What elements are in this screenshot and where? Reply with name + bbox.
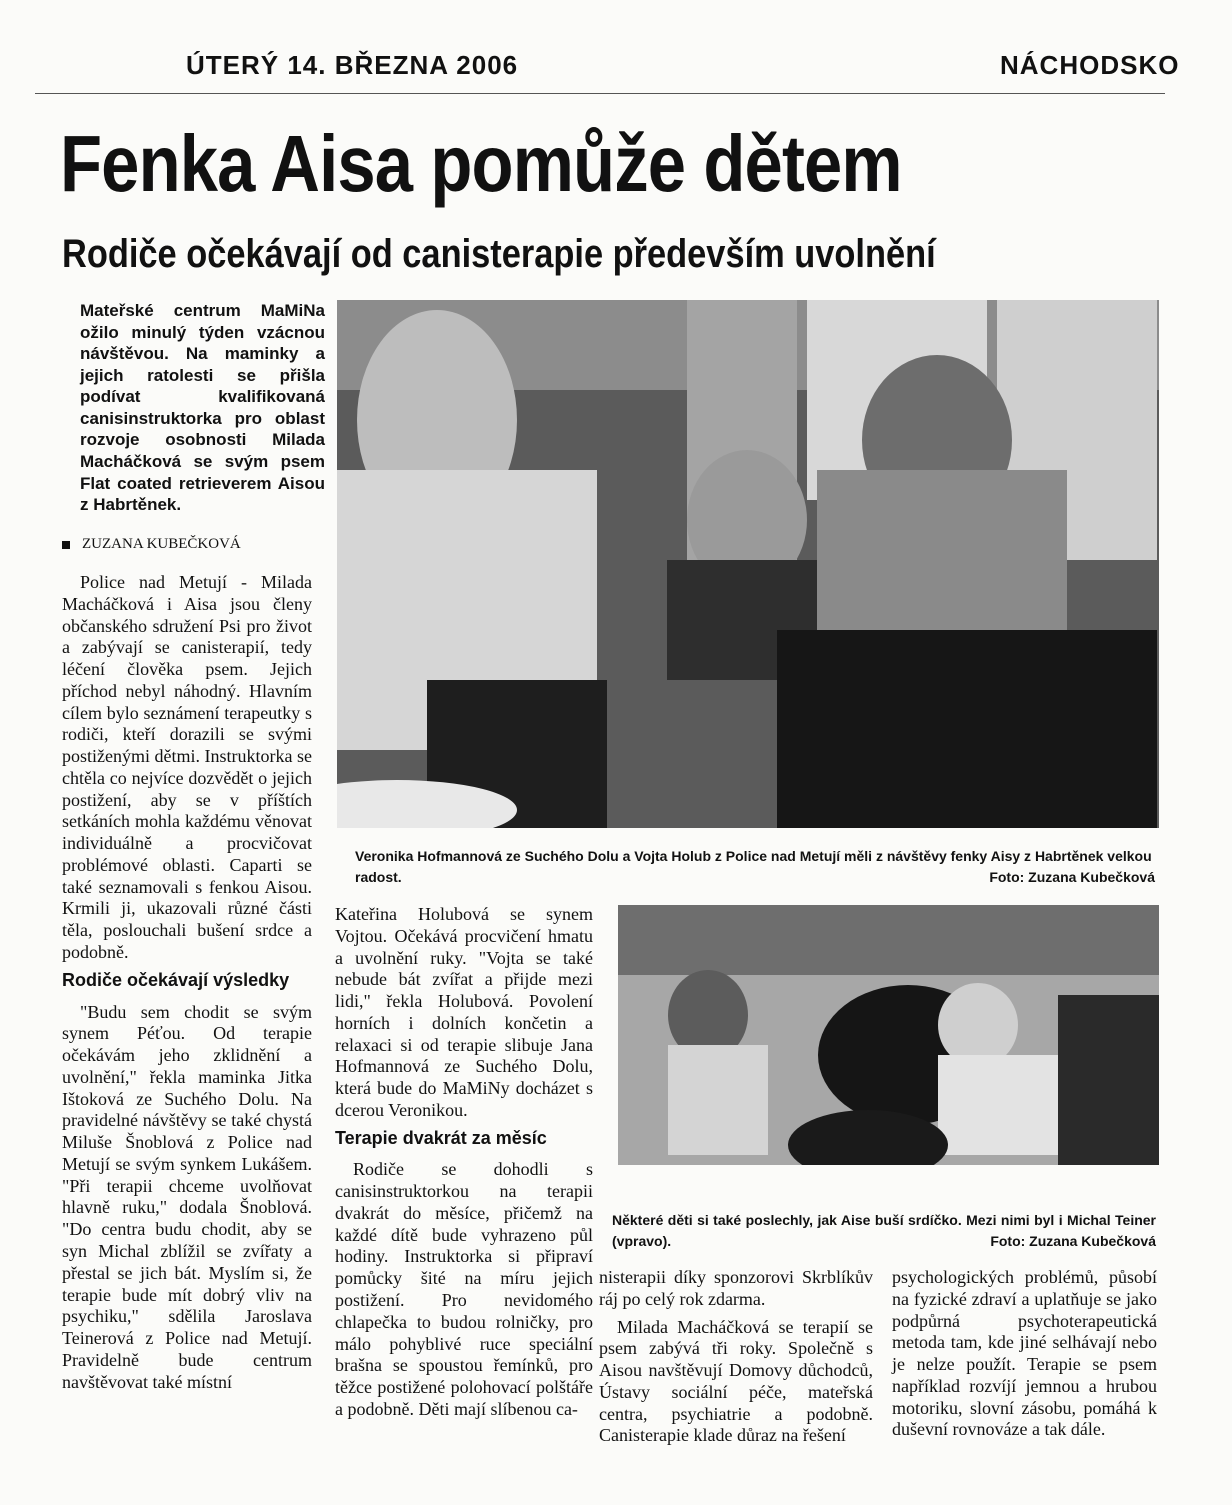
photo-children-with-dog	[337, 300, 1159, 828]
photo2-credit: Foto: Zuzana Kubečková	[990, 1233, 1156, 1249]
article-column-1	[62, 572, 312, 1399]
section-name: NÁCHODSKO	[1000, 50, 1180, 80]
byline-author: ZUZANA KUBEČKOVÁ	[82, 536, 241, 552]
headline: Fenka Aisa pomůže dětem	[60, 119, 902, 208]
photo1-credit: Foto: Zuzana Kubečková	[989, 869, 1155, 885]
header-rule	[35, 93, 1165, 94]
byline	[62, 536, 332, 553]
bullet-square-icon	[62, 541, 70, 549]
paragraph: Milada Macháčková se terapií se psem zabývá tři roky. Společně s Aisou navštěvují Domovy důchodců, Ústavy sociální péče, mateřská centra, psychiatrie a podobně. Canisterapie klade důraz na řešení	[599, 1316, 873, 1446]
paragraph: "Budu sem chodit se svým synem Péťou. Od terapie očekávám jeho zklidnění a uvolnění," řekla maminka Jitka Ištoková ze Suchého Dolu. Na pravidelné návštěvy se také chystá Miluše Šnoblová z Police nad Metují se svým synkem Lukášem. "Při terapii chceme uvolňovat hlavně ruku," dodala Šnoblová. "Do centra budu chodit, aby se syn Michal zblížil se zvířaty a přestal se jich bát. Myslím si, že terapie bude mít dobrý vliv na psychiku," sdělila Jaroslava Teinerová z Police nad Metují. Pravidelně bude centrum navštěvovat také místní	[62, 1001, 312, 1392]
section-subhead: Rodiče očekávají výsledky	[62, 969, 290, 990]
paragraph: Kateřina Holubová se synem Vojtou. Očekává procvičení hmatu a uvolnění ruky. "Vojta se také nebude bát zvířat a přijde mezi lidi," řekla Holubová. Povolení horních i dolních končetin a relaxaci si od terapie slibuje Jana Hofmannová ze Suchého Dolu, která bude do MaMiNy docházet s dcerou Veronikou.	[335, 904, 593, 1120]
photo1-caption	[355, 846, 1155, 888]
paragraph: Rodiče se dohodli s canisinstruktorkou na terapii dvakrát do měsíce, přičemž na každé dítě bude vyhrazeno půl hodiny. Instruktorka si připraví pomůcky šité na míru jejich postižení. Pro nevidomého chlapečka to budou rolničky, pro málo pohyblivé ruce speciální brašna se spoustou řemínků, pro těžce postižené polohovací polštáře a podobně. Děti mají slíbenou ca-	[335, 1159, 593, 1419]
photo-illustration	[618, 905, 1159, 1165]
section-subhead: Terapie dvakrát za měsíc	[335, 1127, 547, 1148]
subheadline: Rodiče očekávají od canisterapie především uvolnění	[62, 232, 936, 276]
paragraph: Police nad Metují - Milada Macháčková i Aisa jsou členy občanského sdružení Psi pro život a zabývají se canisterapií, tedy léčení člověka psem. Jejich příchod nebyl náhodný. Hlavním cílem bylo seznámení terapeutky s rodiči, kteří dorazili se svými postiženými dětmi. Instruktorka se chtěla co nejvíce dozvědět o jejich postižení, aby se v příštích setkáních mohla každému věnovat individuálně a procvičovat problémové oblasti. Caparti se také seznamovali s fenkou Aisou. Krmili ji, ukazovali různé části těla, poslouchali bušení srdce a podobně.	[62, 572, 312, 963]
lead-paragraph: Mateřské centrum MaMiNa ožilo minulý týden vzácnou návštěvou. Na maminky a jejich ratolesti se přišla podívat kvalifikovaná canisinstruktorka pro oblast rozvoje osobnosti Milada Macháčková se svým psem Flat coated retrieverem Aisou z Habrtěnek.	[80, 301, 325, 515]
paragraph: psychologických problémů, působí na fyzické zdraví a uplatňuje se jako podpůrná psychoterapeutická metoda tam, kde jiné selhávají nebo je nelze použít. Terapie se psem například rozvíjí jemnou a hrubou motoriku, slovní zásobu, pomáhá k duševní rovnováze a tak dále.	[892, 1267, 1157, 1440]
article-column-2	[335, 904, 593, 1427]
article-column-4	[892, 1267, 1157, 1447]
paragraph: nisterapii díky sponzorovi Skrblíkův ráj po celý rok zdarma.	[599, 1267, 873, 1309]
photo1-caption-text: Veronika Hofmannová ze Suchého Dolu a Vojta Holub z Police nad Metují měli z návštěvy fenky Aisy z Habrtěnek velkou radost.	[355, 848, 1152, 885]
photo-illustration	[337, 300, 1159, 828]
photo2-caption	[612, 1210, 1156, 1252]
photo-dog-heartbeat	[618, 905, 1159, 1165]
article-column-3	[599, 1267, 873, 1453]
photo2-caption-text: Některé děti si také poslechly, jak Aise buší srdíčko. Mezi nimi byl i Michal Teiner (vpravo).	[612, 1212, 1156, 1249]
issue-date: ÚTERÝ 14. BŘEZNA 2006	[186, 50, 519, 80]
